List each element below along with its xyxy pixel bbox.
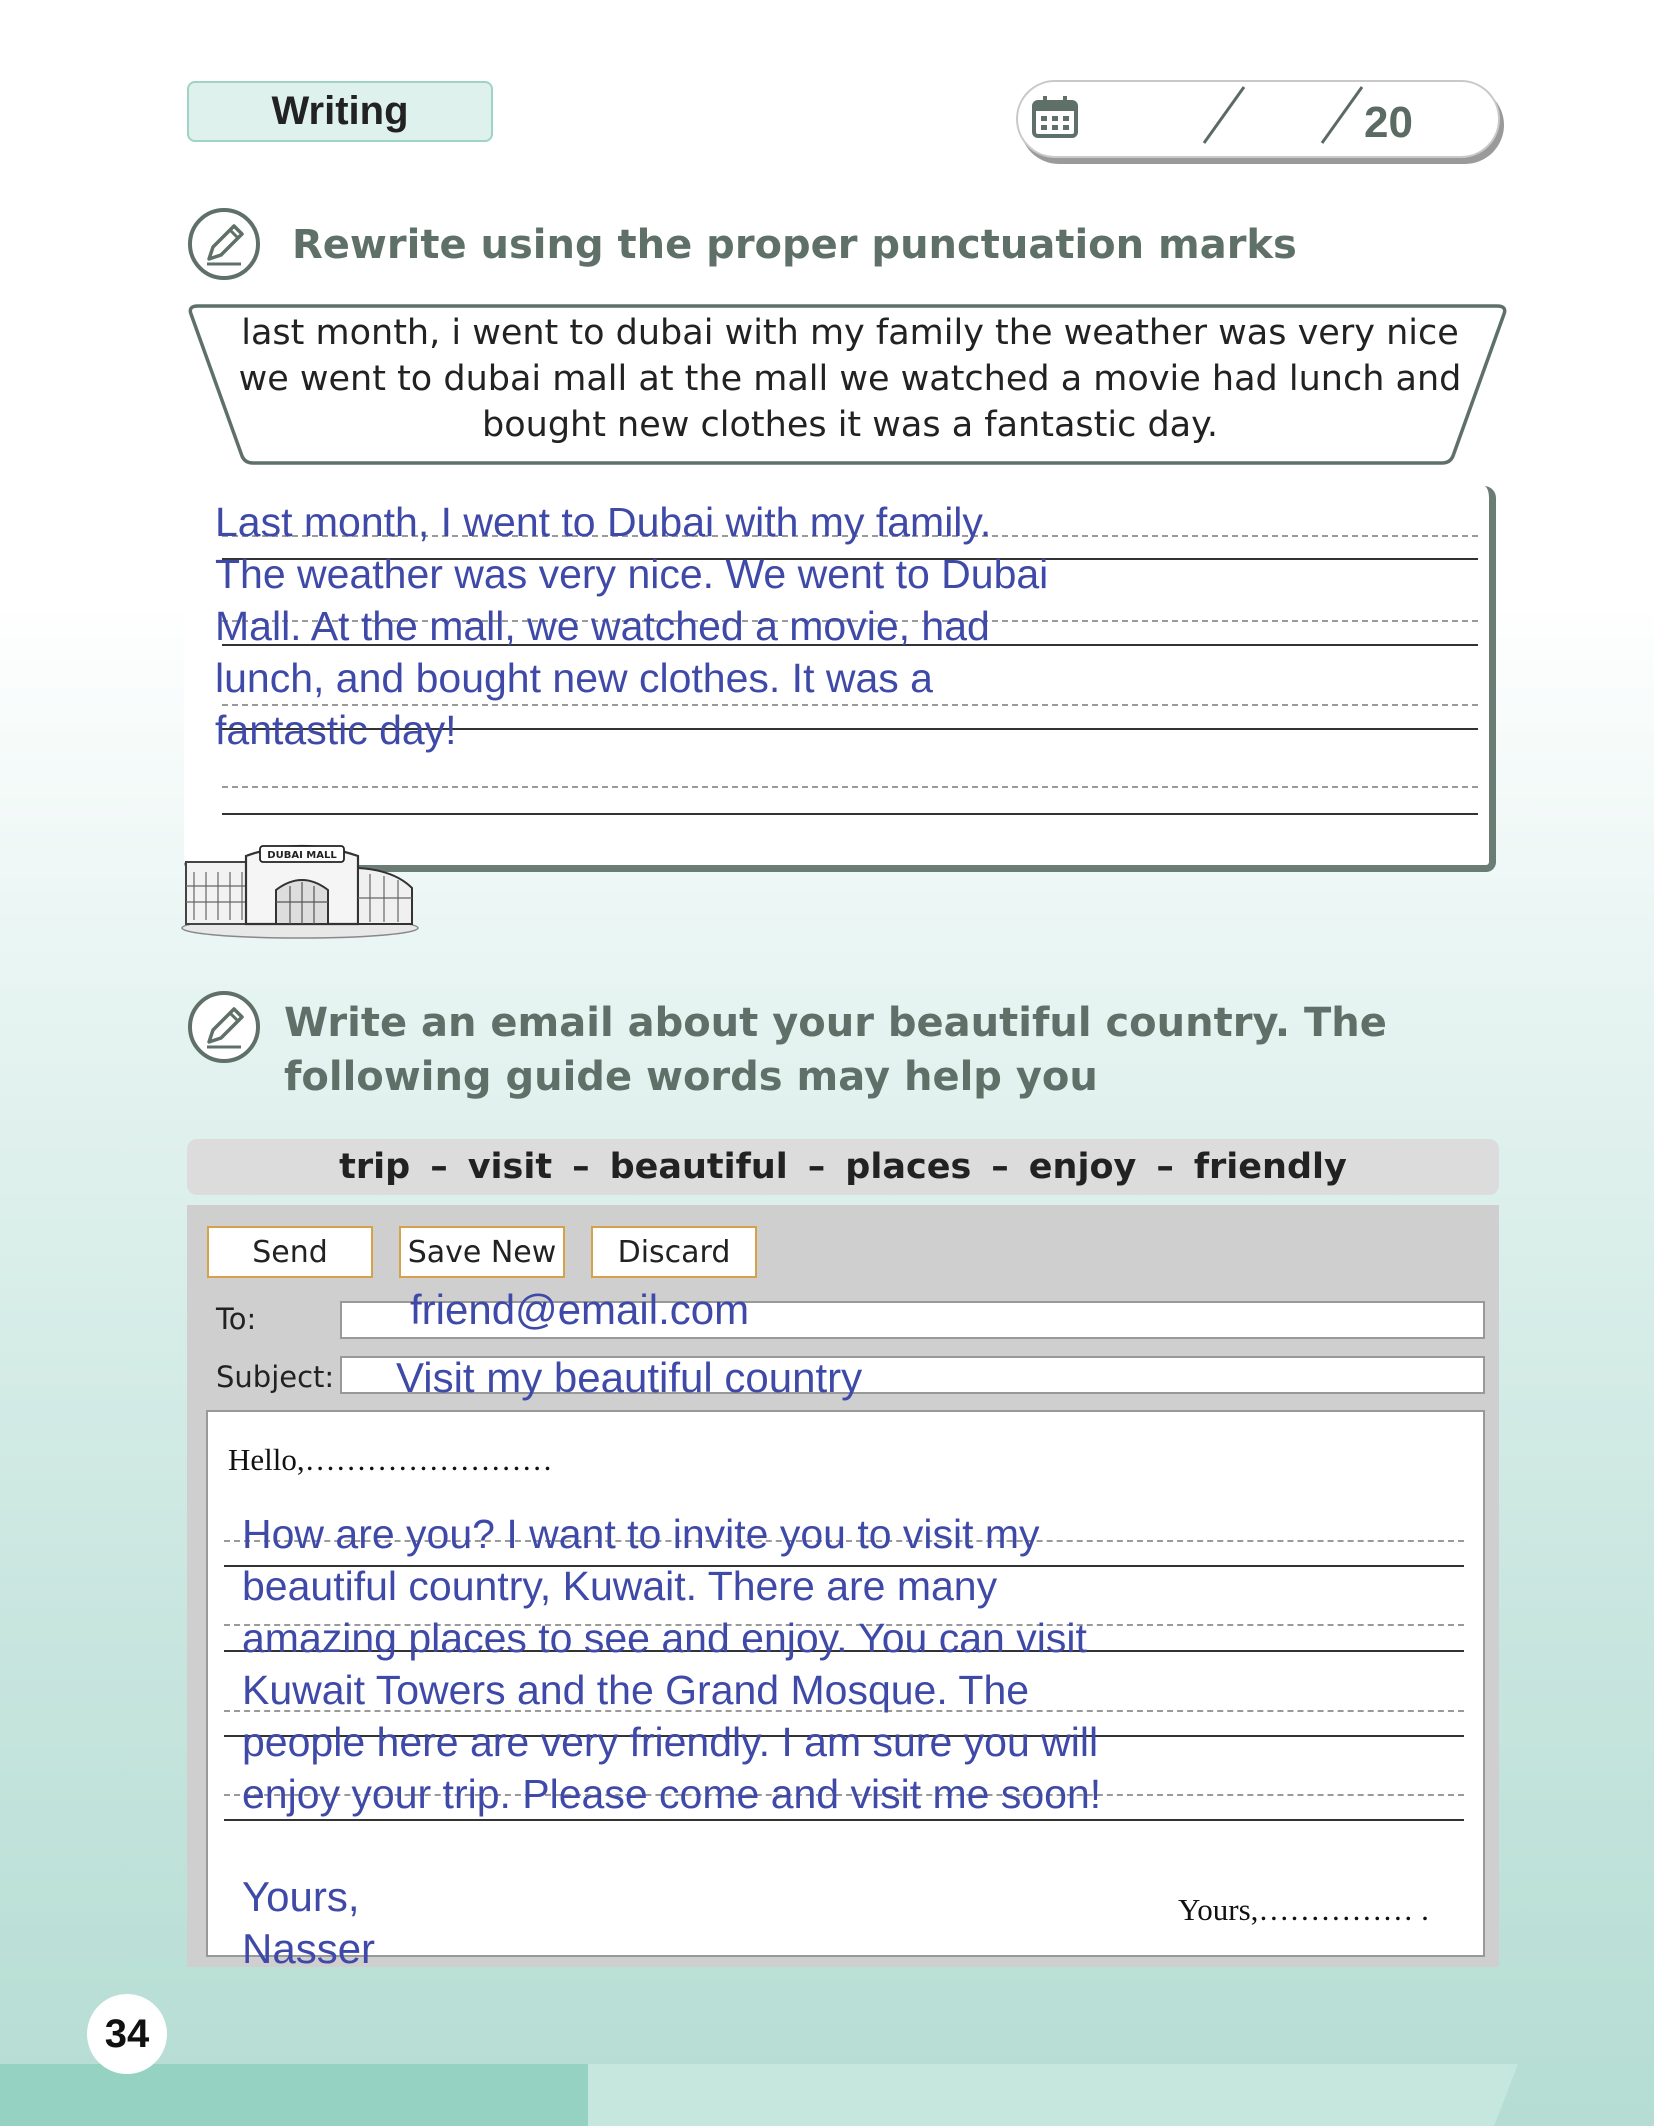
guide-separator: – <box>807 1147 826 1187</box>
discard-button[interactable]: Discard <box>591 1226 757 1278</box>
answer-line: fantastic day! <box>215 707 457 753</box>
guide-word: beautiful <box>609 1147 788 1187</box>
guide-word: trip <box>339 1147 411 1187</box>
email-body-line: people here are very friendly. I am sure you will <box>242 1719 1099 1765</box>
guide-separator: – <box>1156 1147 1174 1187</box>
subject-label: Subject: <box>216 1360 335 1394</box>
signature-name: Nasser <box>242 1925 376 1972</box>
pencil-icon <box>187 990 261 1064</box>
guide-word: enjoy <box>1028 1147 1137 1187</box>
pencil-icon <box>187 207 261 281</box>
email-body-line: enjoy your trip. Please come and visit me soon! <box>242 1771 1102 1817</box>
guide-separator: – <box>991 1147 1009 1187</box>
email-body-line: How are you? I want to invite you to visit my <box>242 1511 1040 1557</box>
calendar-icon <box>1030 94 1080 140</box>
page-number: 34 <box>87 1994 167 2074</box>
guide-word: places <box>845 1147 972 1187</box>
section-tab-writing: Writing <box>187 81 493 142</box>
section-title-email: Write an email about your beautiful country. The following guide words may help you <box>284 1000 1387 1100</box>
email-closing-handwriting <box>242 1871 375 1975</box>
email-closing-print: Yours,…………… . <box>1178 1892 1429 1927</box>
email-body-line: beautiful country, Kuwait. There are many <box>242 1563 998 1609</box>
guide-word: friendly <box>1193 1147 1347 1187</box>
prompt-text: last month, i went to dubai with my family the weather was very nice we went to dubai mall at the mall we watched a movie had lunch and bought new clothes it was a fantastic day. <box>238 313 1462 445</box>
guide-word: visit <box>467 1147 553 1187</box>
footer-band <box>588 2064 1518 2126</box>
date-year: 20 <box>1364 98 1413 147</box>
email-greeting: Hello,…………………… <box>228 1442 553 1477</box>
closing-line: Yours, <box>242 1873 360 1920</box>
answer-line: lunch, and bought new clothes. It was a <box>215 655 933 701</box>
guide-words-bar <box>187 1139 1499 1195</box>
mall-sign: DUBAI MALL <box>267 850 337 861</box>
ruled-line <box>222 786 1478 788</box>
send-button[interactable]: Send <box>207 1226 373 1278</box>
answer-handwriting <box>215 496 1155 756</box>
dubai-mall-illustration <box>180 828 420 940</box>
to-label: To: <box>216 1302 257 1336</box>
email-body-line: Kuwait Towers and the Grand Mosque. The <box>242 1667 1030 1713</box>
subject-value: Visit my beautiful country <box>396 1354 863 1401</box>
ruled-line <box>222 813 1478 815</box>
save-new-button[interactable]: Save New <box>399 1226 565 1278</box>
to-value: friend@email.com <box>410 1286 750 1333</box>
answer-line: The weather was very nice. We went to Dubai <box>215 551 1049 597</box>
answer-line: Last month, I went to Dubai with my family. <box>215 499 992 545</box>
email-body-handwriting <box>242 1508 1222 1820</box>
footer-band <box>0 2064 588 2126</box>
date-box <box>1016 80 1500 158</box>
answer-line: Mall. At the mall, we watched a movie, had <box>215 603 990 649</box>
guide-separator: – <box>430 1147 448 1187</box>
email-body-line: amazing places to see and enjoy. You can visit <box>242 1615 1087 1661</box>
date-separator <box>1318 85 1366 145</box>
section-title-punctuation: Rewrite using the proper punctuation marks <box>292 222 1297 268</box>
date-separator <box>1200 85 1248 145</box>
guide-separator: – <box>572 1147 590 1187</box>
